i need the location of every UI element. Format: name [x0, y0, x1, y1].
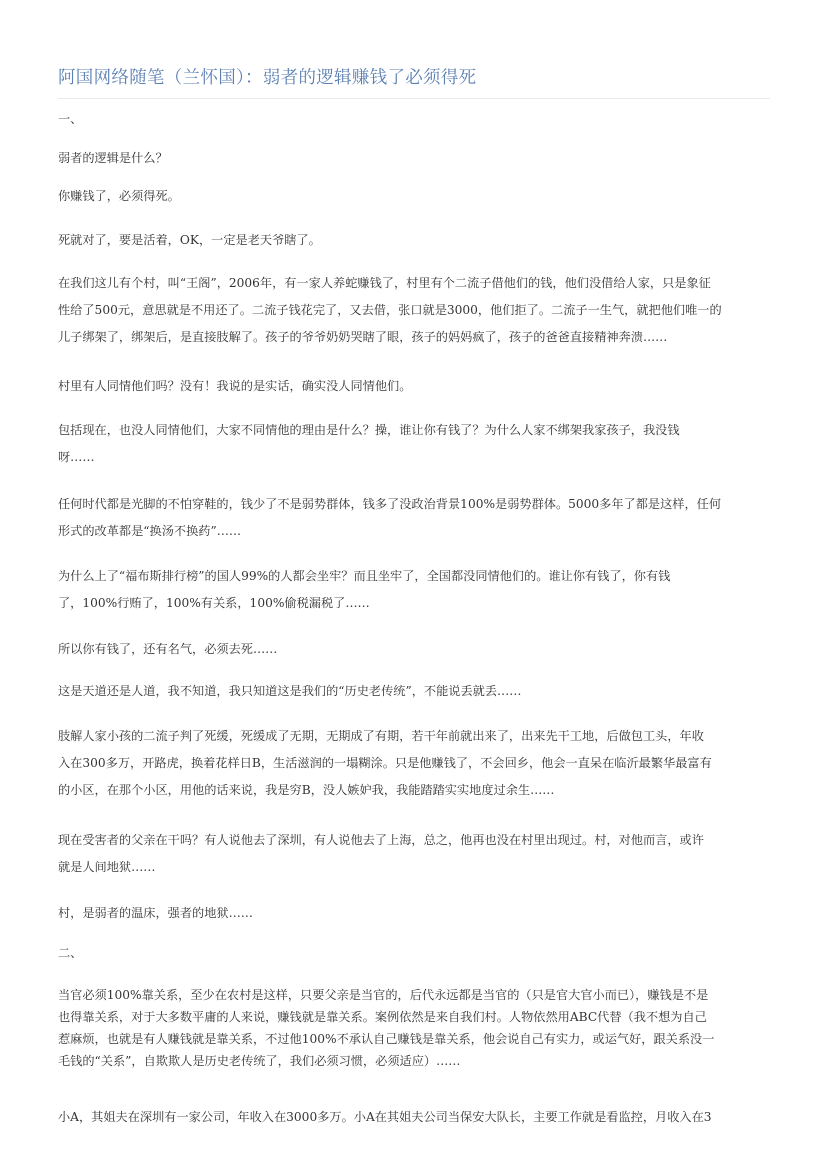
paragraph — [58, 373, 770, 400]
text-line: 惹麻烦，也就是有人赚钱就是靠关系，不过他100%不承认自己赚钱是靠关系，他会说自己有实力，或运气好，跟关系没一 — [58, 1032, 715, 1046]
paragraph — [58, 1104, 770, 1131]
text-line: 入在300多万，开路虎，换着花样日B，生活滋润的一塌糊涂。只是他赚钱了，不会回乡，他会一直呆在临沂最繁华最富有 — [58, 756, 712, 770]
paragraph — [58, 145, 770, 172]
title-divider — [58, 98, 770, 99]
text-line: 任何时代都是光脚的不怕穿鞋的，钱少了不是弱势群体，钱多了没政治背景100%是弱势群体。5000多年了都是这样，任何 — [58, 497, 722, 511]
text-line: 的小区，在那个小区，用他的话来说，我是穷B，没人嫉妒我，我能踏踏实实地度过余生…… — [58, 783, 555, 797]
text-line: 形式的改革都是“换汤不换药”…… — [58, 524, 242, 538]
text-line: 村里有人同情他们吗？没有！我说的是实话，确实没人同情他们。 — [58, 379, 412, 393]
text-line: 儿子绑架了，绑架后，是直接肢解了。孩子的爷爷奶奶哭瞎了眼，孩子的妈妈疯了，孩子的爸爸直接精神奔溃…… — [58, 330, 668, 344]
paragraph — [58, 491, 770, 545]
text-line: 二、 — [58, 946, 83, 960]
text-line: 一、 — [58, 112, 83, 126]
text-line: 死就对了，要是活着，OK，一定是老天爷瞎了。 — [58, 233, 321, 247]
paragraph — [58, 563, 770, 617]
text-line: 在我们这儿有个村，叫“王阁”，2006年，有一家人养蛇赚钱了，村里有个二流子借他们的钱，他们没借给人家，只是象征 — [58, 276, 711, 290]
text-line: 你赚钱了，必须得死。 — [58, 189, 180, 203]
text-line: 肢解人家小孩的二流子判了死缓，死缓成了无期，无期成了有期，若干年前就出来了，出来先干工地，后做包工头，年收 — [58, 729, 704, 743]
paragraph — [58, 227, 770, 254]
text-line: 为什么上了“福布斯排行榜”的国人99%的人都会坐牢？而且坐牢了，全国都没同情他们的。谁让你有钱了，你有钱 — [58, 569, 671, 583]
paragraph — [58, 636, 770, 663]
paragraph — [58, 417, 770, 471]
text-line: 呀…… — [58, 450, 95, 464]
text-line: 这是天道还是人道，我不知道，我只知道这是我们的“历史老传统”，不能说丢就丢…… — [58, 684, 522, 698]
section-heading-one — [58, 106, 770, 133]
text-line: 村，是弱者的温床，强者的地狱…… — [58, 906, 253, 920]
text-line: 弱者的逻辑是什么？ — [58, 151, 168, 165]
text-line: 也得靠关系，对于大多数平庸的人来说，赚钱就是靠关系。案例依然是来自我们村。人物依然用ABC代替（我不想为自己 — [58, 1010, 707, 1024]
text-line: 了，100%行贿了，100%有关系，100%偷税漏税了…… — [58, 596, 370, 610]
text-line: 现在受害者的父亲在干吗？有人说他去了深圳，有人说他去了上海，总之，他再也没在村里出现过。村，对他而言，或许 — [58, 833, 704, 847]
paragraph — [58, 270, 770, 351]
text-line: 毛钱的“关系”，自欺欺人是历史老传统了，我们必须习惯，必须适应）…… — [58, 1054, 461, 1068]
text-line: 当官必须100%靠关系，至少在农村是这样，只要父亲是当官的，后代永远都是当官的（只是官大官小而已），赚钱是不是 — [58, 988, 709, 1002]
paragraph — [58, 827, 770, 881]
paragraph — [58, 678, 770, 705]
paragraph — [58, 723, 770, 804]
text-line: 所以你有钱了，还有名气，必须去死…… — [58, 642, 278, 656]
paragraph — [58, 900, 770, 927]
paragraph — [58, 183, 770, 210]
text-line: 包括现在，也没人同情他们，大家不同情他的理由是什么？操，谁让你有钱了？为什么人家不绑架我家孩子，我没钱 — [58, 423, 680, 437]
section-heading-two — [58, 940, 770, 967]
text-line: 性给了500元，意思就是不用还了。二流子钱花完了，又去借，张口就是3000，他们拒了。二流子一生气，就把他们唯一的 — [58, 303, 722, 317]
article-title: 阿国网络随笔（兰怀国）：弱者的逻辑赚钱了必须得死 — [58, 68, 477, 88]
paragraph — [58, 984, 770, 1072]
text-line: 就是人间地狱…… — [58, 860, 156, 874]
text-line: 小A，其姐夫在深圳有一家公司，年收入在3000多万。小A在其姐夫公司当保安大队长，主要工作就是看监控，月收入在3 — [58, 1110, 712, 1124]
